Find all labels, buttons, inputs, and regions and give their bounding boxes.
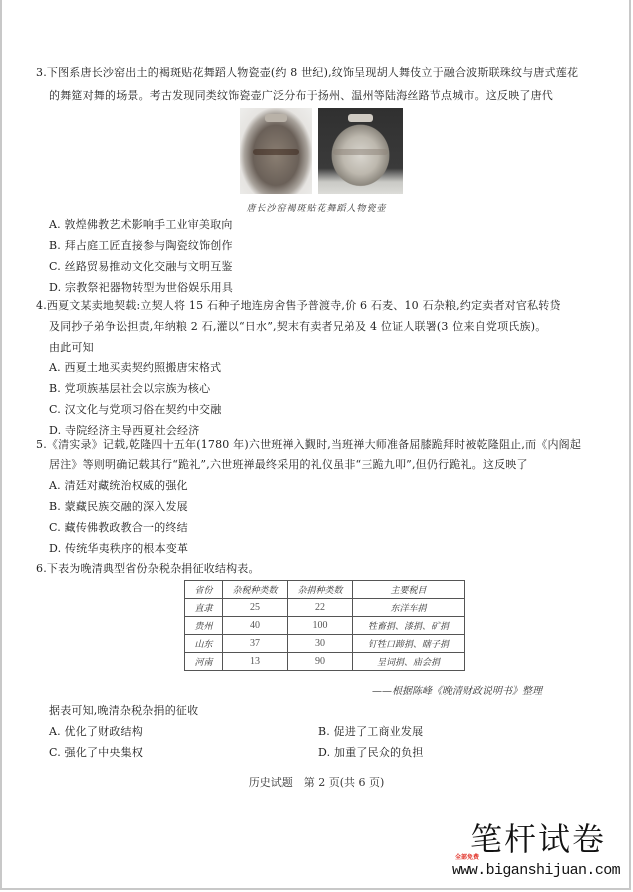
cell-levy-count: 30	[288, 635, 353, 653]
question-4-number: 4.	[36, 299, 47, 312]
vase-neck	[265, 114, 287, 122]
question-5-option-b: B. 蒙藏民族交融的深入发展	[49, 500, 188, 513]
question-3-number: 3.	[36, 66, 47, 79]
vase-band	[253, 149, 299, 155]
question-3-option-a: A. 敦煌佛教艺术影响手工业审美取向	[49, 218, 233, 231]
question-6-option-c: C. 强化了中央集权	[49, 746, 144, 759]
cell-tax-count: 25	[223, 599, 288, 617]
cell-main-items: 钉牲口蹄捐、瞎子捐	[353, 635, 465, 653]
vase-figure	[240, 108, 405, 194]
cell-main-items: 牲畜捐、漆捐、矿捐	[353, 617, 465, 635]
cell-levy-count: 22	[288, 599, 353, 617]
cell-tax-count: 13	[223, 653, 288, 671]
question-4-option-a: A. 西夏土地买卖契约照搬唐宋格式	[49, 361, 222, 374]
figure-caption: 唐长沙窑褐斑贴花舞蹈人物瓷壶	[246, 204, 387, 214]
cell-province: 山东	[185, 635, 223, 653]
question-5-number: 5.	[36, 438, 47, 451]
question-5-option-c: C. 藏传佛教政教合一的终结	[49, 521, 188, 534]
question-6-option-a: A. 优化了财政结构	[49, 725, 143, 738]
cell-province: 直隶	[185, 599, 223, 617]
column-header-misc-levy-count: 杂捐种类数	[288, 581, 353, 599]
cell-tax-count: 37	[223, 635, 288, 653]
question-5-option-d: D. 传统华夷秩序的根本变革	[49, 542, 189, 555]
table-source: ——根据陈峰《晚清财政说明书》整理	[372, 686, 542, 697]
question-4-line-3: 由此可知	[49, 341, 94, 354]
cell-province: 贵州	[185, 617, 223, 635]
question-4-option-d: D. 寺院经济主导西夏社会经济	[49, 424, 200, 437]
cell-province: 河南	[185, 653, 223, 671]
question-6-option-b: B. 促进了工商业发展	[318, 725, 424, 738]
table-row	[185, 599, 465, 617]
watermark-title: 笔杆试卷	[470, 820, 607, 858]
question-3-line-2: 的舞筵对舞的场景。考古发现同类纹饰瓷壶广泛分布于扬州、温州等陆海丝路节点城市。这反映了唐代	[49, 89, 553, 102]
question-6-option-d: D. 加重了民众的负担	[318, 746, 424, 759]
table-row	[185, 617, 465, 635]
vase-neck	[348, 114, 374, 122]
table-row	[185, 653, 465, 671]
watermark-url: www.biganshijuan.com	[452, 862, 621, 879]
question-6-number: 6.	[36, 562, 47, 575]
question-4-option-c: C. 汉文化与党项习俗在契约中交融	[49, 403, 222, 416]
table-header-row	[185, 581, 465, 599]
page-footer: 历史试题 第 2 页(共 6 页)	[248, 776, 385, 789]
question-5-line-1: 5.《清实录》记载,乾隆四十五年(1780 年)六世班禅入觐时,当班禅大师准备屈膝跪拜时被乾隆阻止,而《内阁起	[36, 438, 582, 451]
cell-levy-count: 100	[288, 617, 353, 635]
question-3-option-b: B. 拜占庭工匠直接参与陶瓷纹饰创作	[49, 239, 233, 252]
vase-photo-left	[240, 108, 312, 194]
cell-tax-count: 40	[223, 617, 288, 635]
question-3-line-1: 3.下图系唐长沙窑出土的褐斑贴花舞蹈人物瓷壶(约 8 世纪),纹饰呈现胡人舞伎立于融合波斯联珠纹与唐式莲花	[36, 66, 579, 79]
cell-main-items: 东洋车捐	[353, 599, 465, 617]
question-4-option-b: B. 党项族基层社会以宗族为核心	[49, 382, 211, 395]
cell-main-items: 呈词捐、庙会捐	[353, 653, 465, 671]
question-3-option-d: D. 宗教祭祀器物转型为世俗娱乐用具	[49, 281, 234, 294]
question-4-line-2: 及同抄子弟争讼担责,年纳粮 2 石,灌以“日水”,契末有卖者兄弟及 4 位证人联署(3 位来自党项氏族)。	[49, 320, 547, 333]
question-5-line-2: 居注》等则明确记载其行“跪礼”,六世班禅最终采用的礼仪虽非“三跪九叩”,但仍行跪礼。这反映了	[49, 458, 528, 471]
vase-band	[333, 149, 387, 155]
table-row	[185, 635, 465, 653]
cell-levy-count: 90	[288, 653, 353, 671]
question-3-option-c: C. 丝路贸易推动文化交融与文明互鉴	[49, 260, 233, 273]
column-header-misc-tax-count: 杂税种类数	[223, 581, 288, 599]
vase-photo-right	[318, 108, 403, 194]
question-6-line-1: 6.下表为晚清典型省份杂税杂捐征收结构表。	[36, 562, 260, 575]
tax-structure-table	[184, 580, 465, 671]
column-header-main-items: 主要税目	[353, 581, 465, 599]
question-4-line-1: 4.西夏文某卖地契载:立契人将 15 石种子地连房舍售予普渡寺,价 6 石麦、10 石杂粮,约定卖者对官私转贷	[36, 299, 561, 312]
column-header-province: 省份	[185, 581, 223, 599]
question-6-stem: 据表可知,晚清杂税杂捐的征收	[49, 704, 199, 717]
watermark-badge: 全部免费	[455, 854, 480, 861]
question-5-option-a: A. 清廷对藏统治权威的强化	[49, 479, 188, 492]
